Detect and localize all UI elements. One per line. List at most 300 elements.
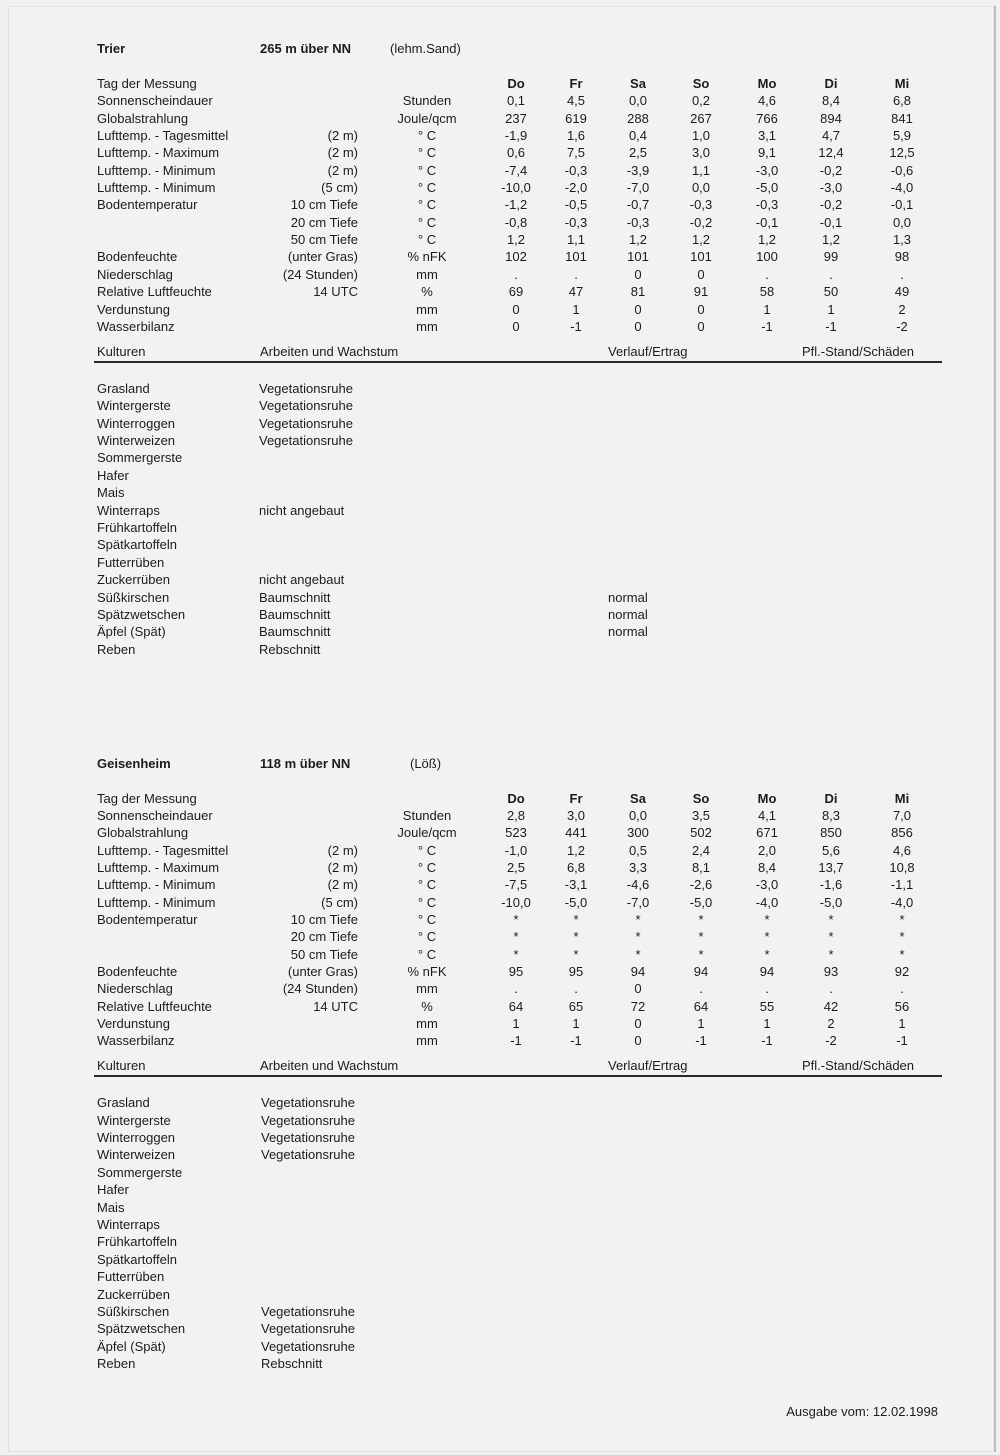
cell-value: 1,0 xyxy=(691,128,711,143)
crop-name: Winterraps xyxy=(97,1217,160,1232)
cell-value: -0,2 xyxy=(819,197,843,213)
culture-col-stand: Pfl.-Stand/Schäden xyxy=(802,1058,915,1074)
cell-value: -0,3 xyxy=(564,162,588,178)
section-rule xyxy=(94,1075,942,1077)
crop-name: Futterrüben xyxy=(97,554,165,570)
crop-name: Wintergerste xyxy=(97,398,171,414)
cell-value: 0 xyxy=(512,318,520,334)
row-unit: ° C xyxy=(417,214,437,230)
cell-value: 92 xyxy=(894,963,910,979)
cell-value: 95 xyxy=(508,963,524,979)
culture-col-arbeiten: Arbeiten und Wachstum xyxy=(260,343,399,359)
cell-value: -5,0 xyxy=(755,180,779,196)
crop-name: Reben xyxy=(97,1356,136,1372)
row-label: Niederschlag xyxy=(97,266,173,282)
row-unit: ° C xyxy=(417,145,437,161)
cell-value: 95 xyxy=(568,963,584,979)
day-header: Fr xyxy=(569,76,583,91)
cell-value: 0,1 xyxy=(506,93,526,109)
cell-value: 1,1 xyxy=(691,162,711,178)
cell-value: * xyxy=(828,946,834,962)
crop-work: Rebschnitt xyxy=(259,641,321,657)
row-label: Relative Luftfeuchte xyxy=(97,998,212,1014)
cell-value: 856 xyxy=(891,825,913,841)
row-sub: 50 cm Tiefe xyxy=(290,232,358,248)
row-label: Niederschlag xyxy=(97,981,173,997)
crop-work: Vegetationsruhe xyxy=(259,415,353,431)
cell-value: -2,6 xyxy=(689,877,713,893)
row-label: Lufttemp. - Minimum xyxy=(97,894,216,910)
cell-value: 850 xyxy=(820,825,842,841)
cell-value: 42 xyxy=(823,998,839,1014)
station-soil: (Löß) xyxy=(410,755,442,771)
cell-value: 237 xyxy=(505,110,527,126)
row-label: Bodentemperatur xyxy=(97,197,198,213)
cell-value: 0 xyxy=(697,301,705,317)
cell-value: * xyxy=(635,946,641,962)
row-sub: (2 m) xyxy=(327,842,358,858)
cell-value: -5,0 xyxy=(819,894,843,910)
cell-value: 9,1 xyxy=(757,145,777,161)
day-header: Fr xyxy=(569,790,583,806)
cell-value: . xyxy=(699,981,703,997)
cell-value: 288 xyxy=(627,110,649,126)
cell-value: 4,5 xyxy=(566,93,586,109)
crop-name: Sommergerste xyxy=(97,1164,183,1180)
crop-work: Baumschnitt xyxy=(259,624,331,640)
cell-value: -3,1 xyxy=(564,877,588,893)
row-unit: % nFK xyxy=(407,963,447,979)
culture-col-verlauf: Verlauf/Ertrag xyxy=(608,343,688,359)
crop-verlauf: normal xyxy=(608,589,648,605)
cell-value: -0,2 xyxy=(689,214,713,230)
cell-value: -0,7 xyxy=(626,197,650,213)
cell-value: 1 xyxy=(898,1016,906,1031)
crop-work: Vegetationsruhe xyxy=(261,1338,355,1354)
row-unit: % xyxy=(421,998,433,1014)
cell-value: 12,4 xyxy=(818,145,844,161)
cell-value: -5,0 xyxy=(689,894,713,910)
cell-value: * xyxy=(635,911,641,927)
cell-value: 0 xyxy=(634,1016,642,1031)
row-unit: ° C xyxy=(417,128,437,143)
issue-date: Ausgabe vom: 12.02.1998 xyxy=(786,1404,938,1419)
cell-value: 0 xyxy=(697,266,705,282)
crop-verlauf: normal xyxy=(608,624,648,640)
cell-value: 55 xyxy=(759,998,775,1014)
cell-value: 3,0 xyxy=(691,145,711,161)
cell-value: 6,8 xyxy=(892,93,912,109)
row-unit: mm xyxy=(416,266,438,282)
cell-value: 101 xyxy=(690,249,712,265)
cell-value: . xyxy=(900,266,904,282)
cell-value: * xyxy=(828,929,834,945)
row-label: Sonnenscheindauer xyxy=(97,93,213,109)
crop-name: Hafer xyxy=(97,467,129,483)
row-unit: ° C xyxy=(417,197,437,213)
cell-value: 0,0 xyxy=(892,214,912,230)
row-label: Verdunstung xyxy=(97,301,171,317)
row-sub: (2 m) xyxy=(327,859,358,875)
row-sub: 10 cm Tiefe xyxy=(290,911,358,927)
cell-value: 58 xyxy=(759,284,775,300)
crop-name: Sommergerste xyxy=(97,450,183,466)
cell-value: 0,5 xyxy=(628,842,648,858)
cell-value: 4,7 xyxy=(821,128,841,143)
cell-value: * xyxy=(899,911,905,927)
cell-value: . xyxy=(765,266,769,282)
cell-value: -2 xyxy=(825,1033,837,1049)
cell-value: . xyxy=(900,981,904,997)
crop-name: Spätkartoffeln xyxy=(97,537,177,553)
cell-value: -0,3 xyxy=(564,214,588,230)
cell-value: -5,0 xyxy=(564,894,588,910)
crop-name: Wintergerste xyxy=(97,1112,171,1128)
row-label: Lufttemp. - Tagesmittel xyxy=(97,842,229,858)
crop-name: Reben xyxy=(97,641,136,657)
row-unit: mm xyxy=(416,1033,438,1049)
day-header: Mi xyxy=(894,790,910,806)
cell-value: 72 xyxy=(630,998,646,1014)
cell-value: 1,2 xyxy=(628,232,648,248)
crop-work: nicht angebaut xyxy=(259,572,345,588)
day-header: Do xyxy=(507,76,525,91)
cell-value: -0,1 xyxy=(755,214,779,230)
cell-value: * xyxy=(573,946,579,962)
cell-value: * xyxy=(899,929,905,945)
row-sub: (2 m) xyxy=(327,128,358,143)
cell-value: -1 xyxy=(896,1033,908,1049)
cell-value: 1 xyxy=(763,301,771,317)
cell-value: 98 xyxy=(894,249,910,265)
cell-value: * xyxy=(698,911,704,927)
row-unit: ° C xyxy=(417,946,437,962)
cell-value: -1,0 xyxy=(504,842,528,858)
cell-value: 94 xyxy=(693,963,709,979)
cell-value: 1 xyxy=(763,1016,771,1031)
cell-value: 1 xyxy=(512,1016,520,1031)
cell-value: -1 xyxy=(761,1033,773,1049)
row-label: Globalstrahlung xyxy=(97,110,189,126)
crop-name: Zuckerrüben xyxy=(97,572,170,588)
row-label: Verdunstung xyxy=(97,1016,171,1031)
cell-value: -3,0 xyxy=(819,180,843,196)
cell-value: 766 xyxy=(756,110,778,126)
row-unit: ° C xyxy=(417,894,437,910)
crop-work: Baumschnitt xyxy=(259,606,331,622)
station-name: Geisenheim xyxy=(97,755,171,771)
cell-value: 99 xyxy=(823,249,839,265)
cell-value: 12,5 xyxy=(889,145,915,161)
cell-value: 671 xyxy=(756,825,778,841)
cell-value: 0,4 xyxy=(628,128,648,143)
row-unit: ° C xyxy=(417,842,437,858)
row-label: Wasserbilanz xyxy=(97,318,175,334)
cell-value: -1,6 xyxy=(819,877,843,893)
culture-col-verlauf: Verlauf/Ertrag xyxy=(608,1058,688,1074)
row-sub: (24 Stunden) xyxy=(282,266,358,282)
measure-header: Tag der Messung xyxy=(97,76,197,91)
cell-value: -1 xyxy=(825,318,837,334)
row-sub: 10 cm Tiefe xyxy=(290,197,358,213)
cell-value: -10,0 xyxy=(501,894,531,910)
crop-name: Süßkirschen xyxy=(97,1304,170,1319)
cell-value: 4,6 xyxy=(892,842,912,858)
cell-value: -1,1 xyxy=(890,877,914,893)
cell-value: -0,1 xyxy=(890,197,914,213)
cell-value: 1 xyxy=(697,1016,705,1031)
cell-value: 2 xyxy=(898,301,906,317)
row-label: Bodenfeuchte xyxy=(97,249,178,265)
crop-work: Vegetationsruhe xyxy=(259,380,353,396)
cell-value: * xyxy=(764,929,770,945)
cell-value: 47 xyxy=(568,284,584,300)
row-label: Lufttemp. - Minimum xyxy=(97,877,216,893)
cell-value: 8,3 xyxy=(821,807,841,823)
cell-value: 1,2 xyxy=(566,842,586,858)
crop-name: Äpfel (Spät) xyxy=(97,624,166,640)
day-header: Di xyxy=(824,790,838,806)
row-label: Lufttemp. - Maximum xyxy=(97,145,220,161)
row-sub: 20 cm Tiefe xyxy=(290,214,358,230)
cell-value: -0,3 xyxy=(689,197,713,213)
crop-work: Vegetationsruhe xyxy=(261,1147,355,1163)
cell-value: * xyxy=(828,911,834,927)
cell-value: 94 xyxy=(759,963,775,979)
row-sub: 20 cm Tiefe xyxy=(290,929,358,945)
row-unit: ° C xyxy=(417,232,437,248)
row-sub: (5 cm) xyxy=(321,894,358,910)
row-unit: Joule/qcm xyxy=(397,825,457,841)
station-name: Trier xyxy=(97,41,126,56)
row-unit: Stunden xyxy=(402,93,452,109)
day-header: Mo xyxy=(757,76,777,91)
day-header: Mo xyxy=(757,790,777,806)
cell-value: 2,0 xyxy=(757,842,777,858)
cell-value: . xyxy=(574,981,578,997)
cell-value: 1,2 xyxy=(691,232,711,248)
row-unit: ° C xyxy=(417,180,437,196)
row-unit: Joule/qcm xyxy=(397,110,457,126)
cell-value: 0 xyxy=(634,301,642,317)
cell-value: 10,8 xyxy=(889,859,915,875)
cell-value: 1 xyxy=(827,301,835,317)
cell-value: 5,6 xyxy=(821,842,841,858)
cell-value: 56 xyxy=(894,998,910,1014)
cell-value: 5,9 xyxy=(892,128,912,143)
crop-name: Grasland xyxy=(97,1095,150,1111)
crop-name: Winterroggen xyxy=(97,1130,176,1145)
cell-value: -0,6 xyxy=(890,162,914,178)
cell-value: 91 xyxy=(693,284,709,300)
cell-value: -1 xyxy=(570,1033,582,1049)
cell-value: 50 xyxy=(823,284,839,300)
cell-value: 441 xyxy=(565,825,587,841)
row-unit: ° C xyxy=(417,859,437,875)
day-header: So xyxy=(692,790,710,806)
cell-value: * xyxy=(635,929,641,945)
cell-value: 1 xyxy=(572,301,580,317)
cell-value: 3,5 xyxy=(691,807,711,823)
cell-value: -2,0 xyxy=(564,180,588,196)
cell-value: 0 xyxy=(634,1033,642,1049)
cell-value: * xyxy=(513,911,519,927)
cell-value: 0 xyxy=(634,266,642,282)
row-unit: % xyxy=(421,284,433,300)
day-header: So xyxy=(692,76,710,91)
row-label: Sonnenscheindauer xyxy=(97,807,213,823)
row-sub: (5 cm) xyxy=(321,180,358,196)
cell-value: 894 xyxy=(820,110,842,126)
crop-name: Frühkartoffeln xyxy=(97,519,177,535)
cell-value: 93 xyxy=(823,963,839,979)
cell-value: -4,0 xyxy=(755,894,779,910)
crop-work: Vegetationsruhe xyxy=(261,1095,355,1111)
cell-value: 69 xyxy=(508,284,524,300)
cell-value: 65 xyxy=(568,998,584,1014)
cell-value: -1,2 xyxy=(504,197,528,213)
crop-verlauf: normal xyxy=(608,606,648,622)
cell-value: * xyxy=(573,911,579,927)
cell-value: 300 xyxy=(627,825,649,841)
cell-value: -1,9 xyxy=(504,128,528,143)
row-sub: (2 m) xyxy=(327,877,358,893)
cell-value: 1,2 xyxy=(821,232,841,248)
cell-value: -4,6 xyxy=(626,877,650,893)
cell-value: . xyxy=(514,266,518,282)
cell-value: 0 xyxy=(697,318,705,334)
row-unit: Stunden xyxy=(402,807,452,823)
cell-value: 6,8 xyxy=(566,859,586,875)
crop-work: Vegetationsruhe xyxy=(259,398,353,414)
row-unit: mm xyxy=(416,981,438,997)
cell-value: . xyxy=(574,266,578,282)
crop-name: Grasland xyxy=(97,380,150,396)
cell-value: 619 xyxy=(565,110,587,126)
crop-name: Winterweizen xyxy=(97,1147,176,1163)
cell-value: -3,0 xyxy=(755,877,779,893)
culture-col-stand: Pfl.-Stand/Schäden xyxy=(802,343,915,359)
crop-name: Hafer xyxy=(97,1182,129,1198)
crop-name: Süßkirschen xyxy=(97,589,170,605)
cell-value: 94 xyxy=(630,963,646,979)
row-label: Lufttemp. - Maximum xyxy=(97,859,220,875)
cell-value: * xyxy=(764,911,770,927)
culture-col-kulturen: Kulturen xyxy=(97,343,146,359)
cell-value: 1,2 xyxy=(757,232,777,248)
station-soil: (lehm.Sand) xyxy=(390,41,461,56)
cell-value: -1 xyxy=(695,1033,707,1049)
cell-value: -2 xyxy=(896,318,908,334)
cell-value: * xyxy=(899,946,905,962)
row-sub: (2 m) xyxy=(327,162,358,178)
cell-value: 841 xyxy=(891,110,913,126)
section-rule xyxy=(94,361,942,363)
crop-name: Winterroggen xyxy=(97,415,176,431)
cell-value: -3,9 xyxy=(626,162,650,178)
row-unit: ° C xyxy=(417,929,437,945)
cell-value: 3,1 xyxy=(757,128,777,143)
row-sub: (24 Stunden) xyxy=(282,981,358,997)
cell-value: 3,3 xyxy=(628,859,648,875)
cell-value: 0,0 xyxy=(628,93,648,109)
crop-work: Vegetationsruhe xyxy=(261,1321,355,1337)
cell-value: -4,0 xyxy=(890,894,914,910)
cell-value: 49 xyxy=(894,284,910,300)
cell-value: * xyxy=(698,929,704,945)
cell-value: 4,6 xyxy=(757,93,777,109)
crop-work: Vegetationsruhe xyxy=(261,1130,355,1145)
measure-header: Tag der Messung xyxy=(97,790,197,806)
cell-value: 4,1 xyxy=(757,807,777,823)
station-altitude: 265 m über NN xyxy=(260,41,352,56)
cell-value: 502 xyxy=(690,825,712,841)
day-header: Sa xyxy=(630,790,646,806)
cell-value: 523 xyxy=(505,825,527,841)
row-sub: 14 UTC xyxy=(313,284,358,300)
cell-value: * xyxy=(573,929,579,945)
cell-value: -10,0 xyxy=(501,180,531,196)
cell-value: 101 xyxy=(627,249,649,265)
crop-name: Spätkartoffeln xyxy=(97,1251,177,1267)
cell-value: 3,0 xyxy=(566,807,586,823)
cell-value: -7,0 xyxy=(626,894,650,910)
cell-value: * xyxy=(764,946,770,962)
cell-value: -7,4 xyxy=(504,162,528,178)
cell-value: -0,5 xyxy=(564,197,588,213)
station-altitude: 118 m über NN xyxy=(260,755,351,771)
cell-value: 0 xyxy=(634,981,642,997)
row-unit: % nFK xyxy=(407,249,447,265)
row-unit: mm xyxy=(416,301,438,317)
crop-name: Spätzwetschen xyxy=(97,1321,186,1337)
cell-value: 81 xyxy=(630,284,646,300)
day-header: Sa xyxy=(630,76,646,91)
cell-value: * xyxy=(513,946,519,962)
cell-value: -7,0 xyxy=(626,180,650,196)
cell-value: 267 xyxy=(690,110,712,126)
row-label: Globalstrahlung xyxy=(97,825,189,841)
cell-value: 2 xyxy=(827,1016,835,1031)
cell-value: 64 xyxy=(693,998,709,1014)
culture-col-kulturen: Kulturen xyxy=(97,1058,146,1074)
cell-value: 1,3 xyxy=(892,232,912,248)
row-sub: 50 cm Tiefe xyxy=(290,946,358,962)
row-unit: ° C xyxy=(417,162,437,178)
crop-work: Rebschnitt xyxy=(261,1356,323,1372)
row-label: Lufttemp. - Tagesmittel xyxy=(97,128,229,143)
crop-name: Mais xyxy=(97,1199,125,1215)
cell-value: 8,4 xyxy=(757,859,777,875)
cell-value: -0,3 xyxy=(755,197,779,213)
cell-value: 64 xyxy=(508,998,524,1014)
cell-value: . xyxy=(514,981,518,997)
cell-value: * xyxy=(513,929,519,945)
cell-value: 2,4 xyxy=(691,842,711,858)
cell-value: 0,0 xyxy=(691,180,711,196)
crop-work: nicht angebaut xyxy=(259,502,345,518)
cell-value: -1 xyxy=(570,318,582,334)
cell-value: 0,0 xyxy=(628,807,648,823)
day-header: Mi xyxy=(894,76,910,91)
cell-value: 1,6 xyxy=(566,128,586,143)
row-unit: ° C xyxy=(417,911,437,927)
cell-value: 102 xyxy=(505,249,527,265)
cell-value: -1 xyxy=(761,318,773,334)
crop-name: Winterweizen xyxy=(97,432,176,448)
row-sub: 14 UTC xyxy=(313,998,358,1014)
row-unit: mm xyxy=(416,318,438,334)
